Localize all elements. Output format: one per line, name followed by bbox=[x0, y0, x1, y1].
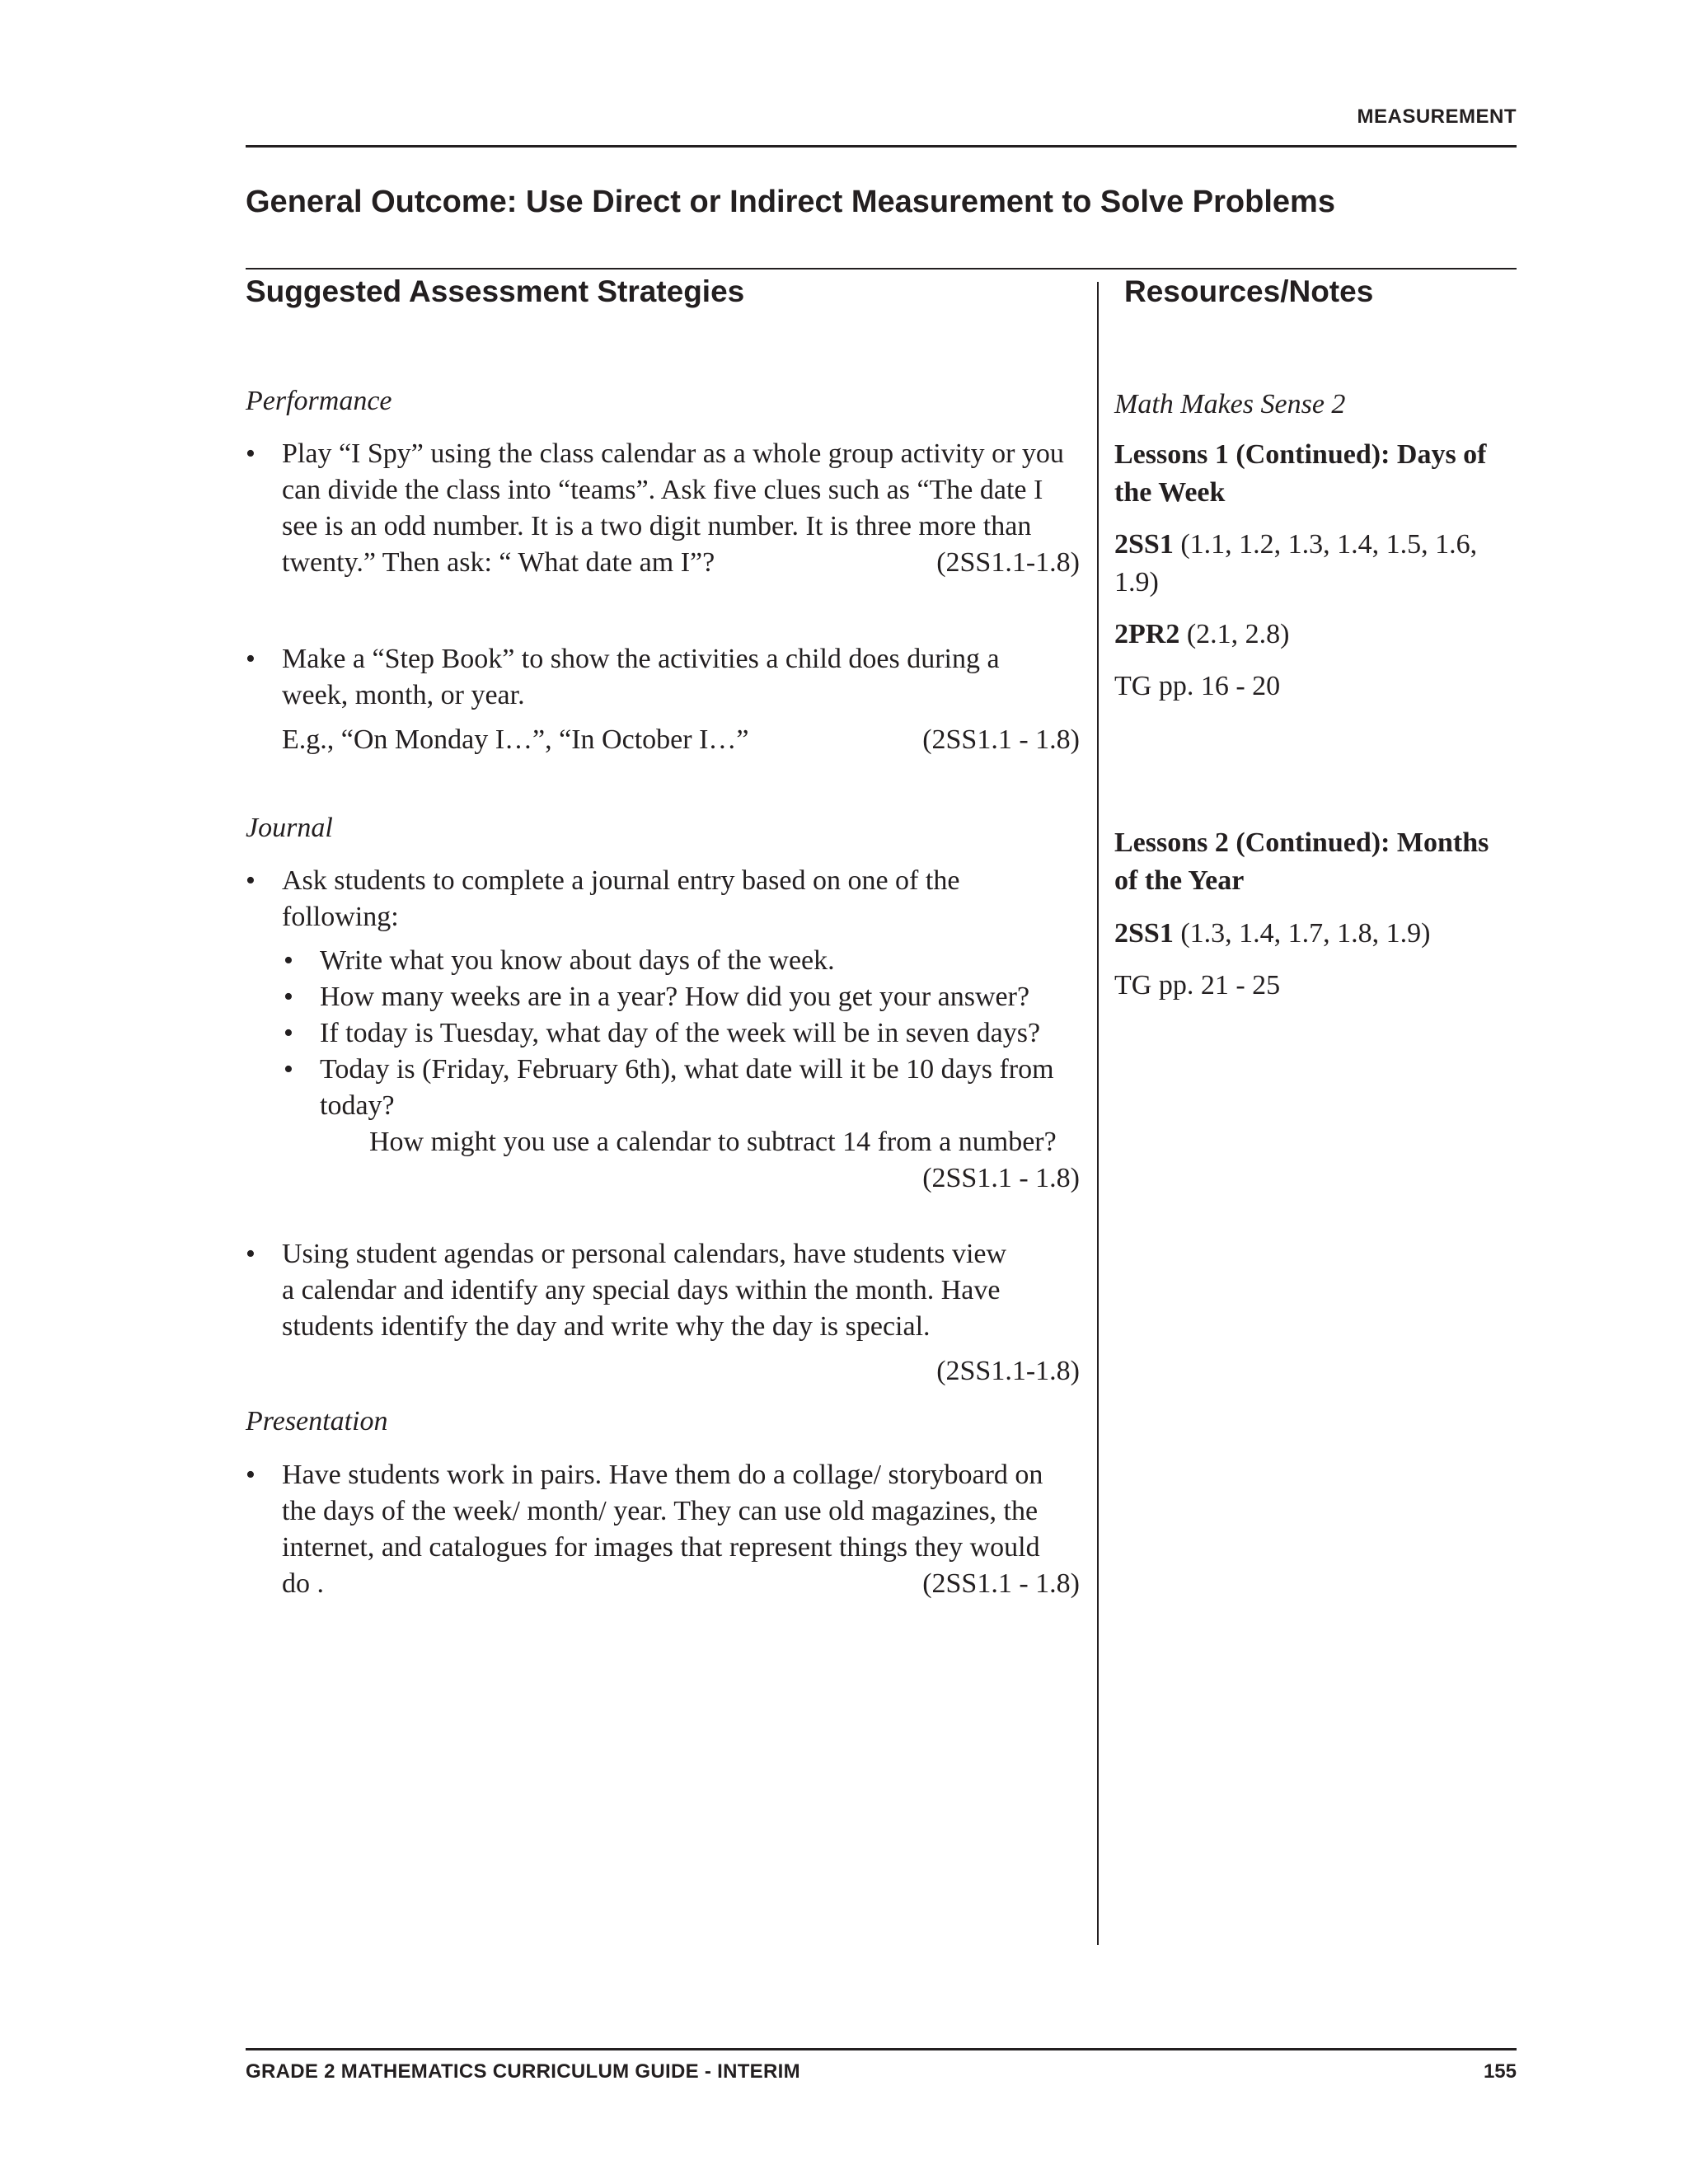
outcome-reference: (2SS1.1 - 1.8) bbox=[922, 1163, 1080, 1193]
top-rule bbox=[246, 145, 1517, 148]
bullet-glyph: • bbox=[246, 1460, 256, 1490]
lesson-2-outcome-2ss1 bbox=[1114, 915, 1502, 953]
text-line: Lessons 2 (Continued): Months bbox=[1114, 827, 1489, 858]
list-item bbox=[246, 1236, 1080, 1386]
bullet-glyph: • bbox=[284, 982, 293, 1012]
bullet-glyph: • bbox=[246, 644, 256, 674]
text-line: Make a “Step Book” to show the activities a child does during a bbox=[282, 644, 1000, 674]
footer-rule bbox=[246, 2048, 1517, 2050]
text-line: If today is Tuesday, what day of the week will be in seven days? bbox=[320, 1018, 1041, 1048]
list-item bbox=[246, 436, 1080, 581]
outcome-code: 2PR2 bbox=[1114, 619, 1180, 649]
lesson-1-outcome-2ss1 bbox=[1114, 526, 1502, 602]
text-line: Ask students to complete a journal entry based on one of the bbox=[282, 865, 960, 896]
resource-title: Math Makes Sense 2 bbox=[1114, 389, 1346, 419]
text-line: the days of the week/ month/ year. They can use old magazines, the bbox=[282, 1496, 1039, 1526]
text-line: How many weeks are in a year? How did you get your answer? bbox=[320, 982, 1030, 1012]
text-line: the Week bbox=[1114, 477, 1226, 508]
outcome-indicators: (1.1, 1.2, 1.3, 1.4, 1.5, 1.6, bbox=[1173, 529, 1478, 560]
text-line: do . bbox=[282, 1568, 324, 1599]
outcome-reference: (2SS1.1 - 1.8) bbox=[922, 1568, 1080, 1599]
bullet-glyph: • bbox=[284, 1054, 293, 1085]
sub-list-item bbox=[284, 979, 1080, 1015]
text-line: today? bbox=[320, 1090, 395, 1121]
text-line: week, month, or year. bbox=[282, 680, 525, 710]
outcome-indicators: 1.9) bbox=[1114, 567, 1159, 598]
text-line: twenty.” Then ask: “ What date am I”? bbox=[282, 547, 715, 578]
outcome-indicators: (2.1, 2.8) bbox=[1179, 619, 1290, 649]
bullet-glyph: • bbox=[246, 865, 256, 896]
page-number: 155 bbox=[1483, 2060, 1517, 2083]
list-item bbox=[246, 641, 1080, 757]
outcome-indicators: (1.3, 1.4, 1.7, 1.8, 1.9) bbox=[1173, 918, 1431, 949]
left-column-heading: Suggested Assessment Strategies bbox=[246, 274, 745, 308]
text-line: internet, and catalogues for images that represent things they would bbox=[282, 1532, 1040, 1563]
list-item bbox=[246, 863, 1080, 939]
header-rule bbox=[246, 268, 1517, 269]
text-line: Today is (Friday, February 6th), what date will it be 10 days from bbox=[320, 1054, 1054, 1085]
text-line: students identify the day and write why the day is special. bbox=[282, 1311, 931, 1342]
category-performance: Performance bbox=[246, 386, 392, 416]
bullet-glyph: • bbox=[284, 945, 293, 976]
bullet-glyph: • bbox=[284, 1018, 293, 1048]
category-presentation: Presentation bbox=[246, 1406, 388, 1436]
text-line: Using student agendas or personal calendars, have students view bbox=[282, 1239, 1007, 1269]
lesson-2-title bbox=[1114, 824, 1502, 900]
follow-up-question: How might you use a calendar to subtract 14 from a number? bbox=[369, 1127, 1057, 1157]
text-line: Play “I Spy” using the class calendar as a whole group activity or you bbox=[282, 438, 1064, 469]
list-item bbox=[246, 1457, 1080, 1602]
outcome-reference: (2SS1.1-1.8) bbox=[936, 1356, 1080, 1386]
lesson-2-teacher-guide-pages: TG pp. 21 - 25 bbox=[1114, 970, 1281, 1001]
lesson-1-teacher-guide-pages: TG pp. 16 - 20 bbox=[1114, 671, 1281, 701]
bullet-glyph: • bbox=[246, 1239, 256, 1269]
lesson-1-outcome-2pr2 bbox=[1114, 616, 1502, 654]
lesson-1-title bbox=[1114, 436, 1502, 512]
text-line: see is an odd number. It is a two digit number. It is three more than bbox=[282, 511, 1032, 541]
text-line: can divide the class into “teams”. Ask five clues such as “The date I bbox=[282, 475, 1043, 505]
text-line: a calendar and identify any special days within the month. Have bbox=[282, 1275, 1001, 1305]
column-divider bbox=[1097, 282, 1099, 1945]
category-journal: Journal bbox=[246, 813, 333, 843]
text-line: Write what you know about days of the week. bbox=[320, 945, 835, 976]
example-line: E.g., “On Monday I…”, “In October I…” bbox=[282, 724, 749, 755]
outcome-code: 2SS1 bbox=[1114, 918, 1174, 949]
sub-list-item bbox=[284, 943, 1080, 979]
text-line: following: bbox=[282, 902, 399, 932]
bullet-glyph: • bbox=[246, 438, 256, 469]
sub-list-item bbox=[284, 1015, 1080, 1052]
sub-list-item bbox=[284, 1052, 1080, 1124]
text-line: of the Year bbox=[1114, 865, 1245, 896]
outcome-reference: (2SS1.1 - 1.8) bbox=[922, 724, 1080, 755]
section-label: MEASUREMENT bbox=[1357, 105, 1517, 128]
outcome-code: 2SS1 bbox=[1114, 529, 1174, 560]
text-line: Lessons 1 (Continued): Days of bbox=[1114, 439, 1487, 470]
outcome-reference: (2SS1.1-1.8) bbox=[936, 547, 1080, 578]
right-column-heading: Resources/Notes bbox=[1124, 274, 1374, 308]
footer-title: GRADE 2 MATHEMATICS CURRICULUM GUIDE - INTERIM bbox=[246, 2060, 800, 2083]
text-line: Have students work in pairs. Have them do a collage/ storyboard on bbox=[282, 1460, 1043, 1490]
general-outcome-title: General Outcome: Use Direct or Indirect Measurement to Solve Problems bbox=[246, 185, 1335, 219]
